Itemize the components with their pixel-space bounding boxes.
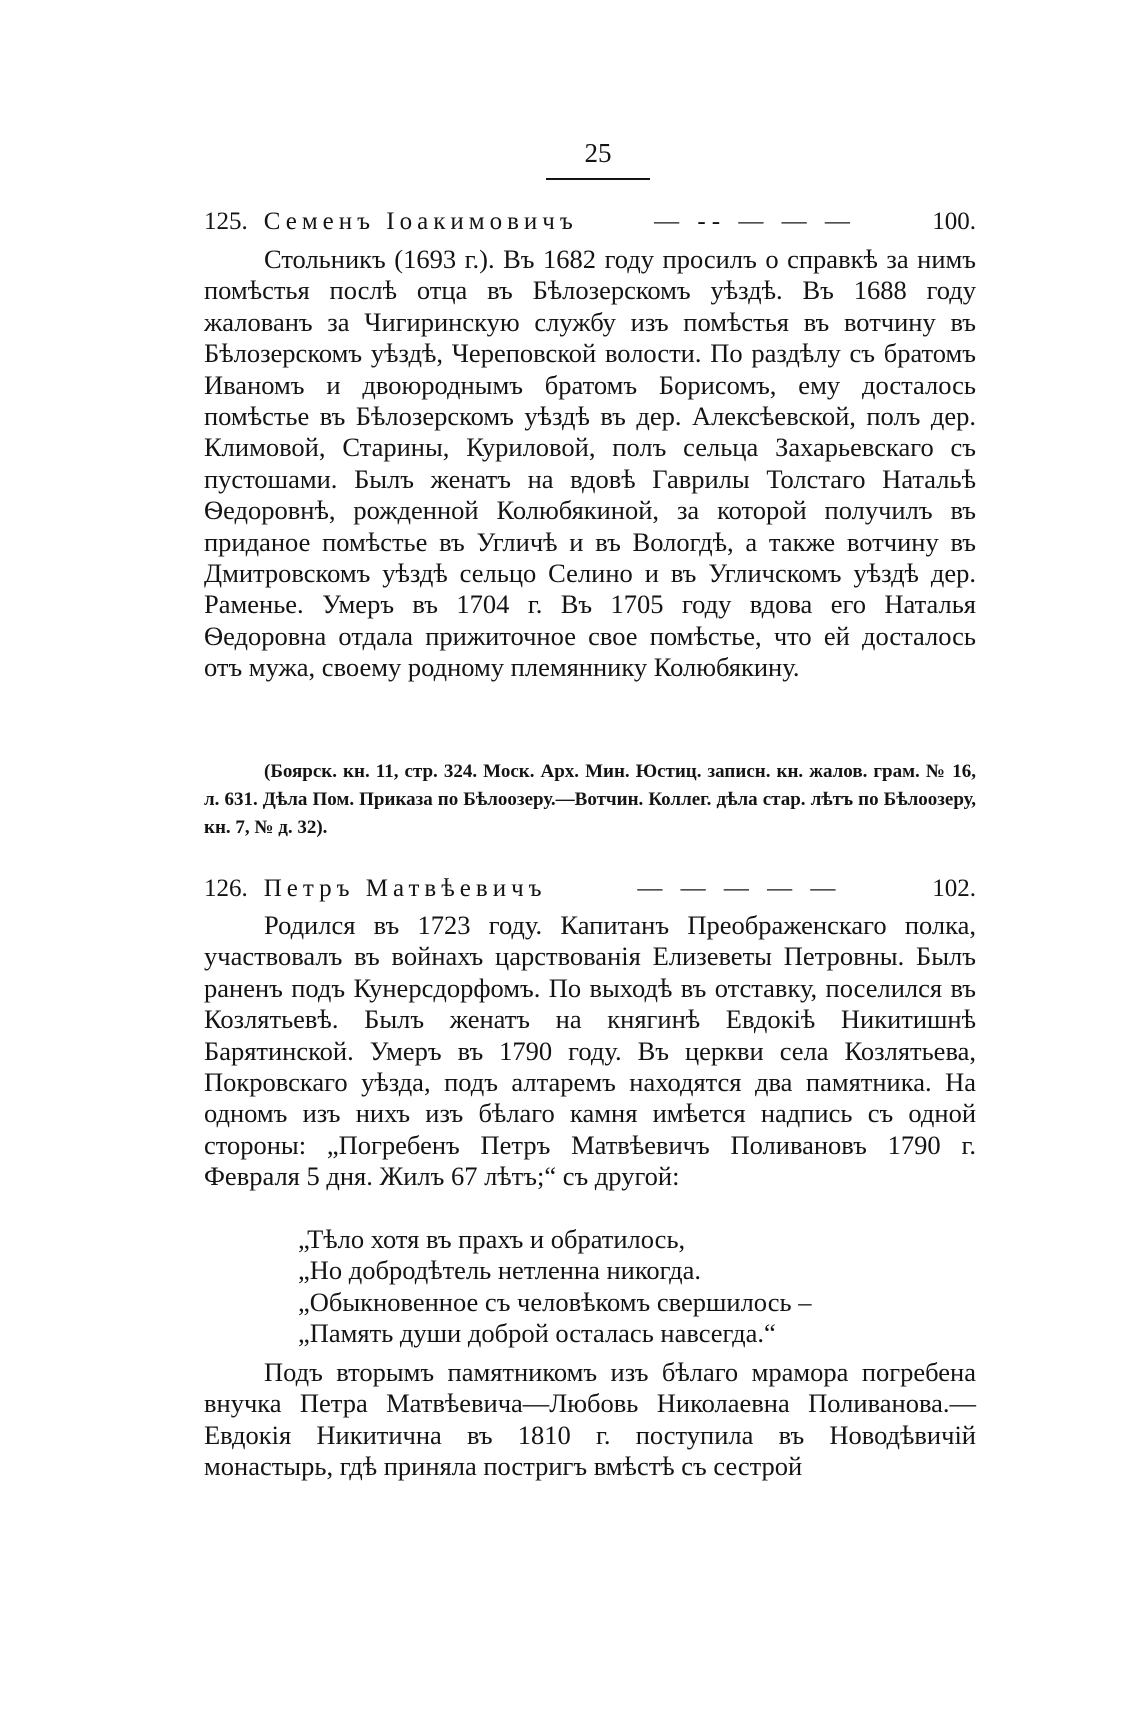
verse-line: „Память души доброй осталась навсегда.“ bbox=[298, 1318, 776, 1349]
entry-126-text-after: Подъ вторымъ памятникомъ изъ бѣлаго мрамора погребена внучка Петра Матвѣевича—Любовь Николаевна Поливанова.—Евдокія Никитична въ 1810 г. поступила въ Новодѣвичій монастырь, гдѣ приняла постригъ вмѣстѣ съ сестрой bbox=[204, 1357, 976, 1482]
entry-126-number: 126. bbox=[204, 875, 248, 902]
entry-125-dashes: — -- — — — bbox=[654, 208, 856, 235]
entry-126-ref: 102. bbox=[932, 875, 976, 902]
entry-125-text: Стольникъ (1693 г.). Въ 1682 году просилъ о справкѣ за нимъ помѣстья послѣ отца въ Бѣлозерскомъ уѣздѣ. Въ 1688 году жалованъ за Чигиринскую службу изъ помѣстья въ вотчину въ Бѣлозерскомъ уѣздѣ, Череповской волости. По раздѣлу съ братомъ Иваномъ и двоюроднымъ братомъ Борисомъ, ему досталось помѣстье въ Бѣлозерскомъ уѣздѣ въ дер. Алексѣевской, полъ дер. Климовой, Старины, Куриловой, полъ сельца Захарьевскаго съ пустошами. Былъ женатъ на вдовѣ Гаврилы Толстаго Натальѣ Ѳедоровнѣ, рожденной Колюбякиной, за которой получилъ въ приданое помѣстье въ Угличѣ и въ Вологдѣ, а также вотчину въ Дмитровскомъ уѣздѣ сельцо Селино и въ Угличскомъ уѣздѣ дер. Раменье. Умеръ въ 1704 г. Въ 1705 году вдова его Наталья Ѳедоровна отдала прижиточное свое помѣстье, что ей досталось отъ мужа, своему родному племяннику Колюбякину. bbox=[204, 244, 976, 683]
verse-line: „Обыкновенное съ человѣкомъ свершилось – bbox=[298, 1286, 812, 1317]
entry-126-heading bbox=[204, 871, 976, 907]
page-number: 25 bbox=[584, 138, 612, 168]
entry-125-sources: (Боярск. кн. 11, стр. 324. Моск. Арх. Мин. Юстиц. записн. кн. жалов. грам. № 16, л. 631. Дѣла Пом. Приказа по Бѣлоозеру.—Вотчин. Коллег. дѣла стар. лѣтъ по Бѣлоозеру, кн. 7, № д. 32). bbox=[204, 761, 976, 838]
entry-126-text: Родился въ 1723 году. Капитанъ Преображенскаго полка, участвовалъ въ войнахъ царствованія Елизеветы Петровны. Былъ раненъ подъ Кунерсдорфомъ. По выходѣ въ отставку, поселился въ Козлятьевѣ. Былъ женатъ на княгинѣ Евдокіѣ Никитишнѣ Барятинской. Умеръ въ 1790 году. Въ церкви села Козлятьева, Покровскаго уѣзда, подъ алтаремъ находятся два памятника. На одномъ изъ нихъ изъ бѣлаго камня имѣется надпись съ одной стороны: „Погребенъ Петръ Матвѣевичъ Поливановъ 1790 г. Февраля 5 дня. Жилъ 67 лѣтъ;“ съ другой: bbox=[204, 910, 976, 1192]
verse-line: „Тѣло хотя въ прахъ и обратилось, bbox=[298, 1224, 686, 1254]
entry-125-heading bbox=[204, 204, 976, 240]
entry-126-name: Петръ Матвѣевичъ bbox=[263, 875, 547, 902]
epitaph-verse bbox=[298, 1224, 958, 1350]
entry-126-dashes: — — — — — bbox=[637, 875, 842, 902]
entry-125-number: 125. bbox=[204, 208, 248, 235]
page-number-rule bbox=[546, 178, 650, 180]
verse-line: „Но добродѣтель нетленна никогда. bbox=[298, 1255, 702, 1286]
entry-125-name: Семенъ Іоакимовичъ bbox=[263, 208, 578, 235]
entry-125-ref: 100. bbox=[932, 208, 976, 235]
